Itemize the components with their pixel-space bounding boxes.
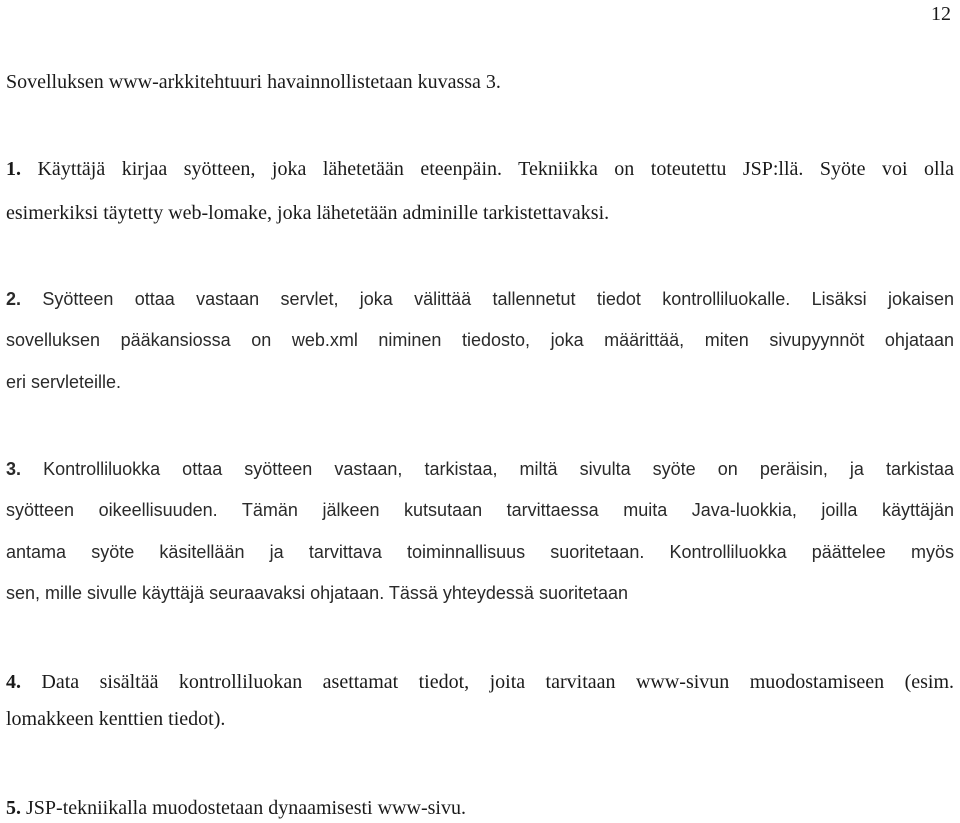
item-3-line-2: syötteen oikeellisuuden. Tämän jälkeen kutsutaan tarvittaessa muita Java-luokkia, joilla käyttäjän [6, 500, 954, 520]
item-2-line-1 [6, 287, 954, 311]
item-1-number: 1. [6, 158, 21, 180]
item-2-line-2: sovelluksen pääkansiossa on web.xml niminen tiedosto, joka määrittää, miten sivupyynnöt ohjataan [6, 330, 954, 350]
item-4-line-1 [6, 670, 954, 694]
item-1-line-2: esimerkiksi täytetty web-lomake, joka lähetetään adminille tarkistettavaksi. [6, 202, 610, 224]
item-4-line-2: lomakkeen kenttien tiedot). [6, 708, 226, 730]
item-5-number: 5. [6, 797, 21, 819]
item-1-line-1 [6, 157, 954, 181]
item-4-number: 4. [6, 671, 21, 693]
item-5-line-1 [6, 796, 466, 820]
intro-paragraph: Sovelluksen www-arkkitehtuuri havainnollistetaan kuvassa 3. [6, 71, 501, 93]
item-1-text-1: Käyttäjä kirjaa syötteen, joka lähetetään eteenpäin. Tekniikka on toteutettu JSP:llä. Syöte voi olla [21, 158, 954, 180]
item-2-line-3: eri servleteille. [6, 372, 122, 392]
page-number: 12 [931, 3, 951, 25]
item-3-text-1: Kontrolliluokka ottaa syötteen vastaan, tarkistaa, miltä sivulta syöte on peräisin, ja tarkistaa [21, 459, 954, 479]
item-3-line-3: antama syöte käsitellään ja tarvittava toiminnallisuus suoritetaan. Kontrolliluokka päättelee myös [6, 542, 954, 562]
item-3-number: 3. [6, 459, 22, 479]
item-4-text-1: Data sisältää kontrolliluokan asettamat tiedot, joita tarvitaan www-sivun muodostamiseen (esim. [21, 671, 954, 693]
item-3-line-1 [6, 457, 954, 481]
item-3-line-4: sen, mille sivulle käyttäjä seuraavaksi ohjataan. Tässä yhteydessä suoritetaan [6, 583, 629, 603]
item-5-text-1: JSP-tekniikalla muodostetaan dynaamisesti www-sivu. [21, 797, 466, 819]
item-2-text-1: Syötteen ottaa vastaan servlet, joka välittää tallennetut tiedot kontrolliluokalle. Lisäksi jokaisen [21, 289, 954, 309]
item-2-number: 2. [6, 289, 22, 309]
